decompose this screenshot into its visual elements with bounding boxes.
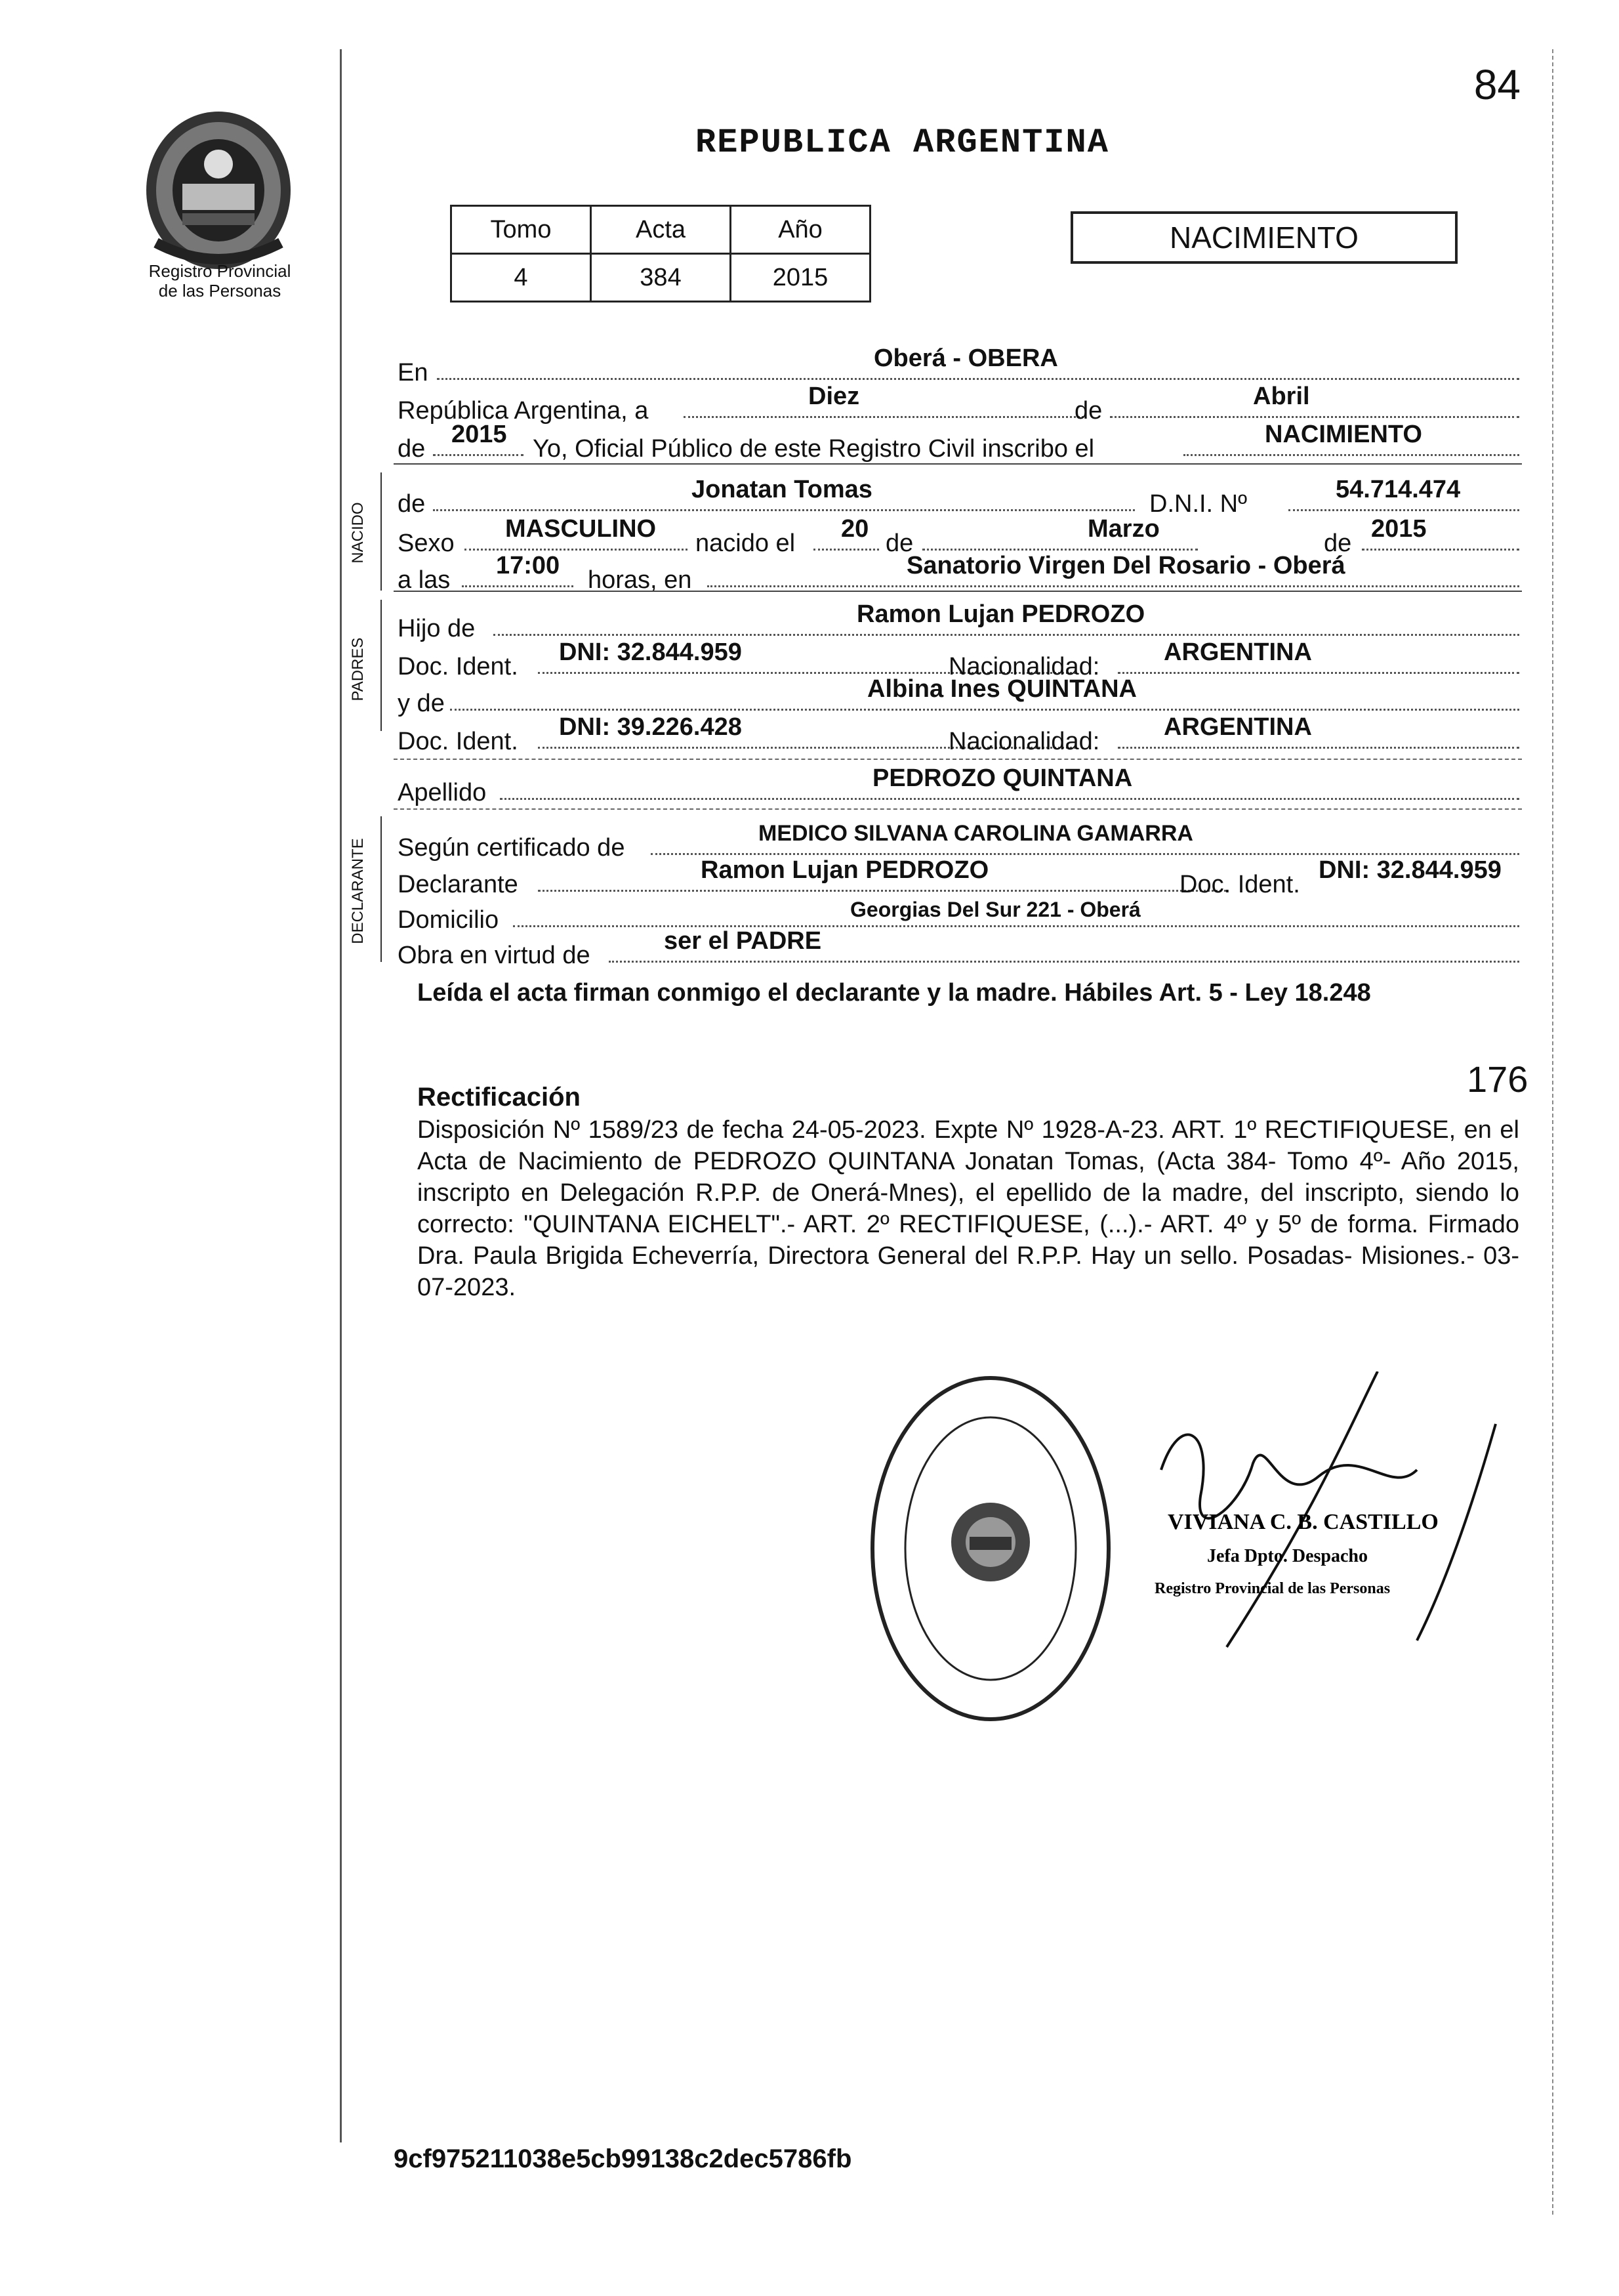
dotted-line xyxy=(813,549,879,551)
dotted-line xyxy=(1288,509,1519,511)
nacido-section-bar xyxy=(380,472,382,591)
intro-row-1 xyxy=(398,344,1519,386)
registered-act: NACIMIENTO xyxy=(1265,421,1422,448)
horas-label: horas, en xyxy=(588,566,692,594)
declarant-address: Georgias Del Sur 221 - Oberá xyxy=(850,898,1141,921)
dotted-line xyxy=(1362,549,1519,551)
dotted-line xyxy=(684,416,1084,418)
record-value-anio: 2015 xyxy=(731,254,871,302)
rectification-number: 176 xyxy=(1467,1058,1528,1100)
right-margin-line xyxy=(1552,49,1553,2215)
section-divider xyxy=(394,463,1522,465)
father-nationality: ARGENTINA xyxy=(1164,638,1312,666)
apellido-row xyxy=(398,764,1519,806)
apellido-label: Apellido xyxy=(398,779,487,806)
de-label: de xyxy=(1324,530,1352,557)
child-sex: MASCULINO xyxy=(505,515,657,543)
dotted-line xyxy=(1118,747,1519,749)
dotted-line xyxy=(1183,454,1519,456)
nacido-row-3 xyxy=(398,552,1519,594)
record-header-anio: Año xyxy=(731,206,871,254)
registration-day: Diez xyxy=(808,383,860,410)
doc-ident-label: Doc. Ident. xyxy=(398,728,518,755)
de-label: de xyxy=(886,530,914,557)
doc-ident-label: Doc. Ident. xyxy=(398,653,518,680)
declarante-row-3 xyxy=(398,895,1519,934)
dotted-line xyxy=(433,454,523,456)
dotted-line xyxy=(500,798,1519,800)
signature-office: Registro Provincial de las Personas xyxy=(1155,1580,1391,1597)
obra-label: Obra en virtud de xyxy=(398,942,590,969)
birth-time: 17:00 xyxy=(496,552,560,579)
birth-place: Sanatorio Virgen Del Rosario - Oberá xyxy=(907,552,1345,579)
father-name: Ramon Lujan PEDROZO xyxy=(857,600,1145,628)
dotted-line xyxy=(433,509,1135,511)
registration-place: Oberá - OBERA xyxy=(874,344,1058,372)
section-divider xyxy=(394,591,1522,592)
nacido-label: nacido el xyxy=(695,530,796,557)
mother-name: Albina Ines QUINTANA xyxy=(867,675,1137,703)
de-label: de xyxy=(398,490,426,518)
child-name: Jonatan Tomas xyxy=(691,476,872,503)
doc-ident-label: Doc. Ident. xyxy=(1179,871,1300,898)
document-title: REPUBLICA ARGENTINA xyxy=(695,123,1109,162)
intro-row-3 xyxy=(398,421,1519,463)
padres-row-2 xyxy=(398,638,1519,680)
record-table xyxy=(450,205,871,303)
record-value-acta: 384 xyxy=(591,254,731,302)
dotted-line xyxy=(707,585,1519,587)
reading-statement: Leída el acta firman conmigo el declarante y la madre. Hábiles Art. 5 - Ley 18.248 xyxy=(417,979,1371,1007)
nacido-section-label: NACIDO xyxy=(349,502,367,564)
section-divider xyxy=(394,759,1522,760)
record-header-acta: Acta xyxy=(591,206,731,254)
record-value-row xyxy=(451,254,871,302)
birth-day: 20 xyxy=(841,515,869,543)
nacido-row-2 xyxy=(398,515,1519,557)
padres-row-1 xyxy=(398,600,1519,642)
dni-label: D.N.I. Nº xyxy=(1149,490,1247,518)
dotted-line xyxy=(437,378,1519,380)
father-doc: DNI: 32.844.959 xyxy=(559,638,742,666)
mother-nationality: ARGENTINA xyxy=(1164,713,1312,741)
intro-row-2 xyxy=(398,383,1519,425)
surname-value: PEDROZO QUINTANA xyxy=(872,764,1133,792)
dotted-line xyxy=(1118,672,1519,674)
sexo-label: Sexo xyxy=(398,530,455,557)
section-divider xyxy=(394,808,1522,810)
dotted-line xyxy=(538,890,1227,892)
declarante-section-label: DECLARANTE xyxy=(349,838,367,944)
registry-line-1: Registro Provincial xyxy=(148,261,291,281)
declarant-doc: DNI: 32.844.959 xyxy=(1319,856,1502,884)
y-de-label: y de xyxy=(398,690,445,717)
declarante-section-bar xyxy=(380,816,382,962)
domicilio-label: Domicilio xyxy=(398,906,499,934)
de-label: de xyxy=(1075,397,1103,425)
declarante-row-1 xyxy=(398,821,1519,862)
padres-row-3 xyxy=(398,675,1519,717)
birth-month: Marzo xyxy=(1088,515,1160,543)
dotted-line xyxy=(609,961,1519,963)
signature-position: Jefa Dpto. Despacho xyxy=(1207,1546,1368,1566)
rectification-body: Disposición Nº 1589/23 de fecha 24-05-2023. Expte Nº 1928-A-23. ART. 1º RECTIFIQUESE, en el Acta de Nacimiento de PEDROZO QUINTANA Jonatan Tomas, (Acta 384- Tomo 4º- Año 2015, inscripto en Delegación R.P.P. de Onerá-Mnes), el epellido de la madre, del inscripto, siendo lo correcto: "QUINTANA EICHELT".- ART. 2º RECTIFIQUESE, (...).- ART. 4º y 5º de forma. Firmado Dra. Paula Brigida Echeverría, Directora General del R.P.P. Hay un sello. Posadas- Misiones.- 03-07-2023. xyxy=(417,1116,1519,1301)
nacionalidad-label: Nacionalidad: xyxy=(949,728,1100,755)
hijo-label: Hijo de xyxy=(398,615,476,642)
official-stamp xyxy=(859,1365,1122,1732)
registry-line-2: de las Personas xyxy=(158,281,281,301)
declarant-reason: ser el PADRE xyxy=(664,927,822,955)
declarant-name: Ramon Lujan PEDROZO xyxy=(701,856,989,884)
child-dni: 54.714.474 xyxy=(1336,476,1461,503)
certificate-issuer: MEDICO SILVANA CAROLINA GAMARRA xyxy=(758,821,1193,846)
document-hash: 9cf975211038e5cb99138c2dec5786fb xyxy=(394,2144,852,2173)
birth-year: 2015 xyxy=(1371,515,1427,543)
mother-doc: DNI: 39.226.428 xyxy=(559,713,742,741)
record-value-tomo: 4 xyxy=(451,254,591,302)
nacido-row-1 xyxy=(398,476,1519,518)
officer-statement: Yo, Oficial Público de este Registro Civil inscribo el xyxy=(533,435,1095,463)
republica-label: República Argentina, a xyxy=(398,397,649,425)
registration-year: 2015 xyxy=(451,421,507,448)
record-type-box: NACIMIENTO xyxy=(1071,211,1458,264)
alas-label: a las xyxy=(398,566,451,594)
declarante-label: Declarante xyxy=(398,871,518,898)
registry-caption xyxy=(112,261,328,301)
de-label: de xyxy=(398,435,426,463)
nacionalidad-label: Nacionalidad: xyxy=(949,653,1100,680)
page-number: 84 xyxy=(1473,61,1521,108)
declarante-row-4 xyxy=(398,927,1519,969)
province-seal-logo xyxy=(130,105,307,282)
dotted-line xyxy=(462,585,573,587)
record-header-tomo: Tomo xyxy=(451,206,591,254)
registration-month: Abril xyxy=(1253,383,1310,410)
en-label: En xyxy=(398,359,428,386)
segun-label: Según certificado de xyxy=(398,834,625,862)
padres-section-label: PADRES xyxy=(349,637,367,701)
record-header-row xyxy=(451,206,871,254)
padres-row-4 xyxy=(398,713,1519,755)
declarante-row-2 xyxy=(398,856,1519,898)
rectification-title: Rectificación xyxy=(417,1083,581,1112)
padres-section-bar xyxy=(380,600,382,731)
left-margin-line xyxy=(340,49,342,2142)
signature xyxy=(1141,1371,1509,1739)
signature-name: VIVIANA C. B. CASTILLO xyxy=(1168,1510,1439,1534)
